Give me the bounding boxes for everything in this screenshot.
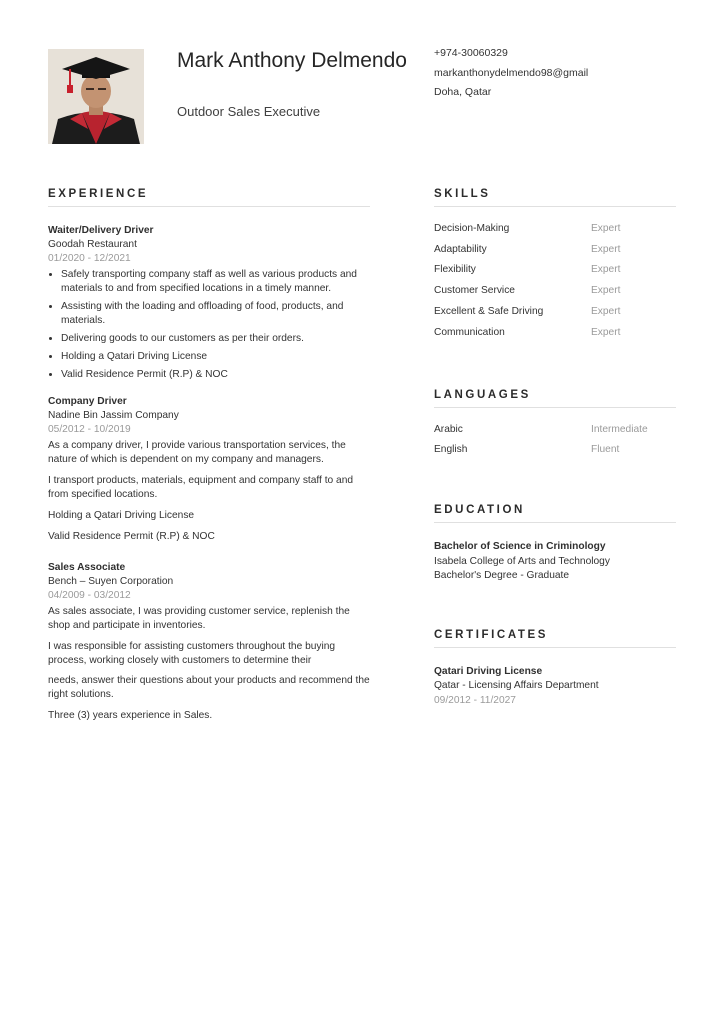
degree-name: Bachelor of Science in Criminology	[434, 541, 606, 553]
job-paragraph: Three (3) years experience in Sales.	[48, 710, 213, 721]
languages-section	[434, 389, 676, 461]
job-bullets	[48, 268, 370, 382]
skill-row	[434, 260, 676, 281]
job-paragraph: needs, answer their questions about your products and recommend the right solutions.	[48, 675, 370, 700]
graduate-portrait-icon	[48, 49, 144, 144]
skill-row	[434, 218, 676, 239]
certificate-entry	[434, 665, 676, 709]
experience-section	[48, 188, 370, 730]
skill-name: Customer Service	[434, 285, 515, 297]
section-title-skills: SKILLS	[434, 188, 676, 207]
skill-row	[434, 322, 676, 343]
certificate-issuer: Qatar - Licensing Affairs Department	[434, 680, 599, 692]
school-name: Isabela College of Arts and Technology	[434, 555, 610, 567]
language-level: Fluent	[591, 444, 620, 456]
job-company: Nadine Bin Jassim Company	[48, 410, 179, 421]
bullet-item: • Valid Residence Permit (R.P) & NOC	[61, 368, 370, 382]
language-name: Arabic	[434, 423, 463, 435]
section-title-languages: LANGUAGES	[434, 389, 676, 408]
section-title-certificates: CERTIFICATES	[434, 629, 676, 648]
skill-name: Adaptability	[434, 243, 487, 255]
job-paragraph: Valid Residence Permit (R.P) & NOC	[48, 531, 215, 542]
language-row	[434, 440, 676, 461]
education-section	[434, 504, 676, 584]
job-paragraph: I was responsible for assisting customers throughout the buying process, working closely with customers to determine their	[48, 641, 336, 666]
bullet-item: • Safely transporting company staff as well as various products and materials to and from specified locations in a timely manner.	[61, 268, 370, 296]
job-paragraph: As sales associate, I was providing customer service, replenish the shop and participate in inventories.	[48, 606, 350, 631]
job-role: Company Driver	[48, 396, 127, 407]
candidate-name: Mark Anthony Delmendo	[177, 49, 407, 72]
skill-level: Expert	[591, 326, 621, 338]
job-paragraph: Holding a Qatari Driving License	[48, 510, 195, 521]
skill-level: Expert	[591, 285, 621, 297]
skill-level: Expert	[591, 222, 621, 234]
job-company: Bench – Suyen Corporation	[48, 576, 174, 587]
job-dates: 04/2009 - 03/2012	[48, 590, 131, 601]
job-company: Goodah Restaurant	[48, 239, 137, 250]
job-role: Sales Associate	[48, 562, 126, 573]
skill-level: Expert	[591, 306, 621, 318]
certificates-section	[434, 629, 676, 709]
language-row	[434, 419, 676, 440]
skill-name: Excellent & Safe Driving	[434, 306, 544, 318]
profile-photo	[48, 49, 144, 144]
job-paragraph: As a company driver, I provide various transportation services, the nature of which is dependent on my company and managers.	[48, 440, 346, 465]
job-dates: 05/2012 - 10/2019	[48, 424, 131, 435]
skills-section	[434, 188, 676, 343]
skill-name: Flexibility	[434, 264, 476, 276]
languages-list	[434, 419, 676, 461]
skill-row	[434, 239, 676, 260]
certificate-name: Qatari Driving License	[434, 665, 543, 677]
job-dates: 01/2020 - 12/2021	[48, 253, 131, 264]
job-paragraph: I transport products, materials, equipment and company staff to and from specified locations.	[48, 475, 354, 500]
education-entry	[434, 540, 676, 584]
skill-name: Communication	[434, 326, 505, 338]
bullet-item: • Holding a Qatari Driving License	[61, 350, 370, 364]
phone-number: +974-30060329	[434, 47, 508, 59]
job-entry	[48, 561, 370, 723]
skills-list	[434, 218, 676, 343]
language-name: English	[434, 444, 468, 456]
job-entry	[48, 224, 370, 382]
location: Doha, Qatar	[434, 86, 492, 98]
contact-info	[434, 47, 588, 106]
skill-row	[434, 301, 676, 322]
bullet-item: • Delivering goods to our customers as per their orders.	[61, 332, 370, 346]
sidebar-column	[434, 188, 676, 708]
skill-row	[434, 280, 676, 301]
skill-level: Expert	[591, 243, 621, 255]
language-level: Intermediate	[591, 423, 648, 435]
skill-name: Decision-Making	[434, 222, 510, 234]
candidate-title: Outdoor Sales Executive	[177, 104, 321, 119]
email-address: markanthonydelmendo98@gmail	[434, 66, 589, 79]
degree-level: Bachelor's Degree - Graduate	[434, 570, 570, 582]
bullet-item: • Assisting with the loading and offloading of food, products, and materials.	[61, 300, 370, 328]
job-role: Waiter/Delivery Driver	[48, 225, 154, 236]
skill-level: Expert	[591, 264, 621, 276]
section-title-education: EDUCATION	[434, 504, 676, 523]
job-entry	[48, 395, 370, 544]
certificate-dates: 09/2012 - 11/2027	[434, 694, 516, 706]
section-title-experience: EXPERIENCE	[48, 188, 370, 207]
